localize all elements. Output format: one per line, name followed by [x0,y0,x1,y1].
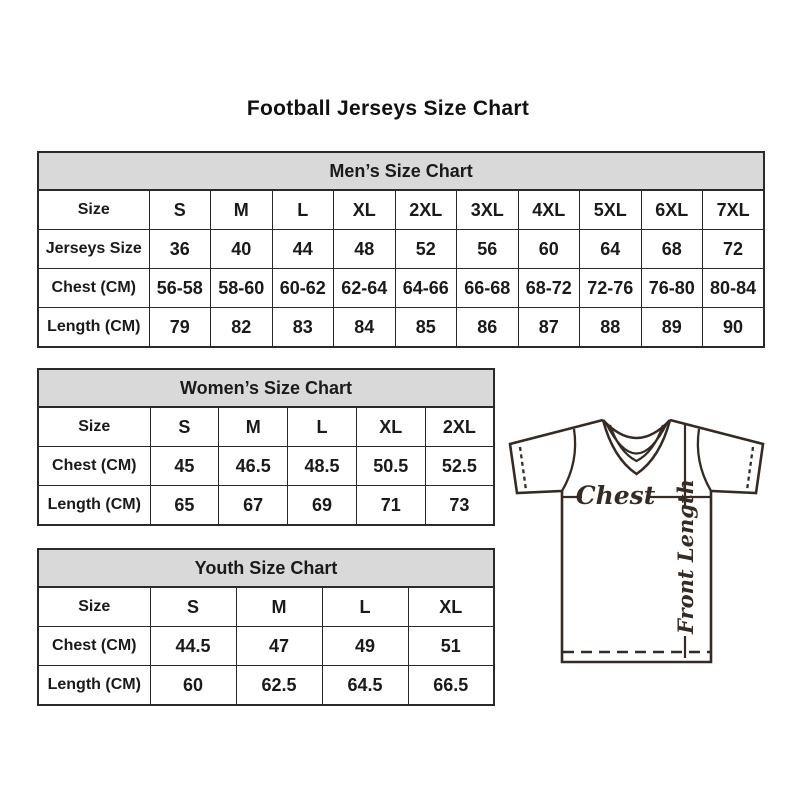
size-value-cell: 76-80 [641,269,703,308]
size-value-cell: XL [334,190,396,230]
size-value-cell: 66-68 [457,269,519,308]
mens-table-title: Men’s Size Chart [38,152,764,190]
mens-size-table [37,151,765,348]
table-row [38,269,764,308]
size-value-cell: 5XL [580,190,642,230]
size-value-cell: L [288,407,357,447]
size-value-cell: 44.5 [150,627,236,666]
size-value-cell: 82 [211,308,273,348]
chest-label: Chest [575,481,656,510]
youth-size-table [37,548,495,706]
size-value-cell: 65 [150,486,219,526]
size-value-cell: 72-76 [580,269,642,308]
womens-size-table [37,368,495,526]
size-value-cell: 71 [356,486,425,526]
table-row [38,308,764,348]
table-header-row [38,369,494,407]
size-value-cell: 66.5 [408,666,494,706]
size-value-cell: 56-58 [149,269,211,308]
size-value-cell: 44 [272,230,334,269]
row-label: Length (CM) [38,666,150,706]
size-value-cell: L [322,587,408,627]
size-value-cell: 52.5 [425,447,494,486]
size-value-cell: 85 [395,308,457,348]
size-value-cell: 48.5 [288,447,357,486]
size-value-cell: L [272,190,334,230]
size-value-cell: 36 [149,230,211,269]
right-armhole-seam [698,429,711,491]
jersey-outline [510,420,763,662]
size-value-cell: 56 [457,230,519,269]
table-row [38,486,494,526]
page-title: Football Jerseys Size Chart [246,97,530,120]
table-row [38,190,764,230]
table-row [38,447,494,486]
table-row [38,230,764,269]
table-row [38,627,494,666]
row-label: Size [38,407,150,447]
size-value-cell: 84 [334,308,396,348]
row-label: Length (CM) [38,308,149,348]
size-value-cell: 60 [150,666,236,706]
row-label: Size [38,190,149,230]
size-value-cell: 60 [518,230,580,269]
size-value-cell: M [211,190,273,230]
size-value-cell: 68 [641,230,703,269]
front-length-label: Front Length [673,479,698,634]
table-header-row [38,152,764,190]
size-value-cell: 64-66 [395,269,457,308]
size-value-cell: 62-64 [334,269,396,308]
size-value-cell: 80-84 [703,269,765,308]
size-value-cell: 69 [288,486,357,526]
size-value-cell: 45 [150,447,219,486]
size-value-cell: 50.5 [356,447,425,486]
size-value-cell: 46.5 [219,447,288,486]
row-label: Chest (CM) [38,447,150,486]
size-value-cell: 7XL [703,190,765,230]
size-value-cell: 2XL [425,407,494,447]
size-value-cell: 68-72 [518,269,580,308]
row-label: Chest (CM) [38,269,149,308]
row-label: Jerseys Size [38,230,149,269]
size-value-cell: S [149,190,211,230]
size-value-cell: 86 [457,308,519,348]
size-value-cell: 49 [322,627,408,666]
jersey-measurement-diagram [500,400,775,675]
table-row [38,587,494,627]
size-value-cell: 3XL [457,190,519,230]
size-value-cell: 2XL [395,190,457,230]
size-value-cell: 4XL [518,190,580,230]
size-value-cell: XL [356,407,425,447]
size-value-cell: 90 [703,308,765,348]
size-value-cell: 67 [219,486,288,526]
table-header-row [38,549,494,587]
size-value-cell: 83 [272,308,334,348]
youth-table-title: Youth Size Chart [38,549,494,587]
size-value-cell: 48 [334,230,396,269]
right-cuff-dashed-line [747,447,753,490]
size-value-cell: 52 [395,230,457,269]
row-label: Length (CM) [38,486,150,526]
size-value-cell: 58-60 [211,269,273,308]
row-label: Size [38,587,150,627]
size-value-cell: 72 [703,230,765,269]
size-value-cell: 64 [580,230,642,269]
row-label: Chest (CM) [38,627,150,666]
size-value-cell: 6XL [641,190,703,230]
left-armhole-seam [562,429,575,491]
size-value-cell: 89 [641,308,703,348]
table-row [38,407,494,447]
size-value-cell: M [236,587,322,627]
size-value-cell: M [219,407,288,447]
size-value-cell: 40 [211,230,273,269]
size-value-cell: XL [408,587,494,627]
size-value-cell: 62.5 [236,666,322,706]
left-cuff-dashed-line [520,447,526,490]
size-value-cell: S [150,587,236,627]
table-row [38,666,494,706]
size-value-cell: 64.5 [322,666,408,706]
womens-table-title: Women’s Size Chart [38,369,494,407]
size-value-cell: 87 [518,308,580,348]
size-value-cell: 51 [408,627,494,666]
size-value-cell: 88 [580,308,642,348]
size-value-cell: 73 [425,486,494,526]
size-value-cell: 60-62 [272,269,334,308]
size-value-cell: S [150,407,219,447]
size-value-cell: 79 [149,308,211,348]
size-value-cell: 47 [236,627,322,666]
